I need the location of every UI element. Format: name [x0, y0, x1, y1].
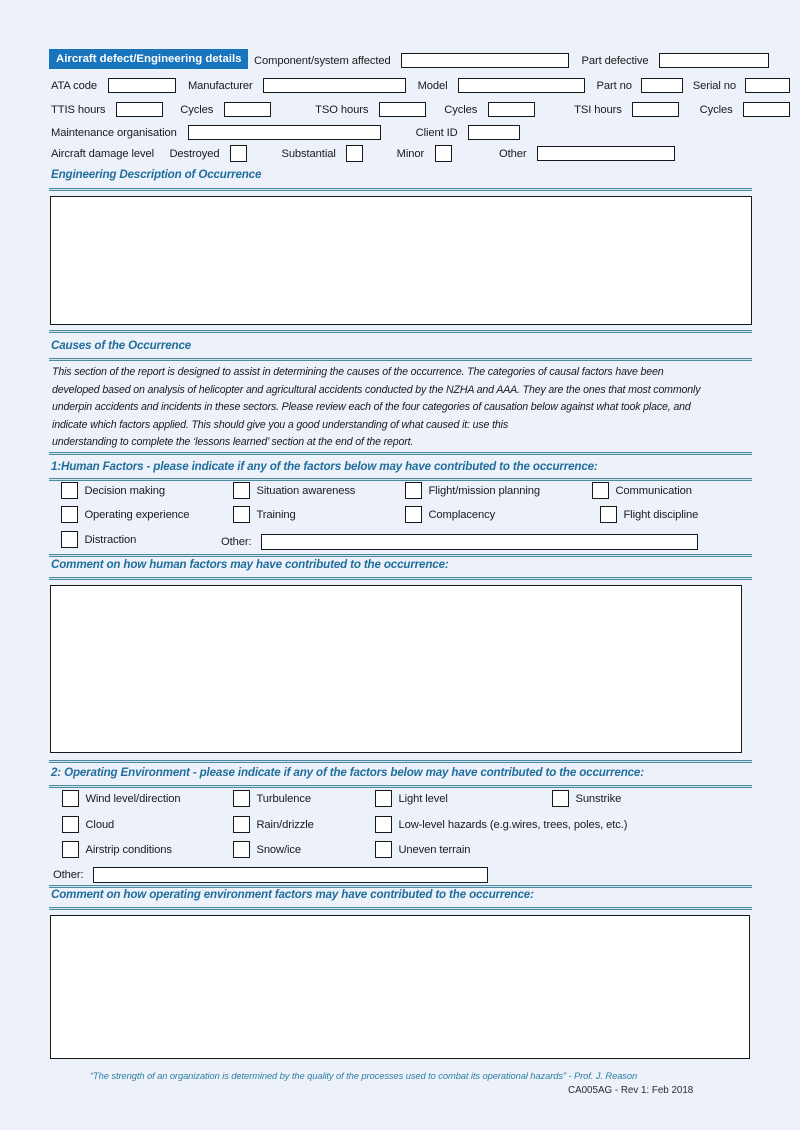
damage-level-label: Aircraft damage level [51, 147, 154, 160]
oe-other-label: Other: [53, 868, 84, 881]
hf-other-label: Other: [221, 535, 252, 548]
oe-turbulence-checkbox[interactable] [233, 790, 250, 807]
hf-comment-top-rule [49, 554, 752, 557]
hf-training-checkbox[interactable] [233, 506, 250, 523]
component-system-affected-label: Component/system affected [254, 54, 391, 67]
footer-document-id: CA005AG - Rev 1: Feb 2018 [568, 1085, 694, 1096]
hf-decision-making[interactable] [61, 482, 165, 500]
oe-airstrip-conditions[interactable] [62, 841, 172, 859]
maintenance-organisation-label: Maintenance organisation [51, 126, 177, 139]
hf-complacency-label: Complacency [428, 508, 496, 521]
part-defective-input[interactable] [659, 53, 769, 68]
human-factors-bottom-rule [49, 478, 752, 481]
tsi-cycles-label: Cycles [699, 103, 733, 116]
oe-cloud-checkbox[interactable] [62, 816, 79, 833]
oe-light-level-checkbox[interactable] [375, 790, 392, 807]
oe-wind-level-direction-label: Wind level/direction [85, 792, 181, 805]
part-no-label: Part no [596, 79, 632, 92]
row-maintenance-client [51, 124, 520, 142]
oe-uneven-terrain[interactable] [375, 841, 470, 859]
oe-comment-heading: Comment on how operating environment factors may have contributed to the occurrence: [51, 888, 534, 901]
tso-hours-input[interactable] [379, 102, 426, 117]
engineering-description-rule [49, 188, 752, 191]
engineering-description-heading: Engineering Description of Occurrence [51, 168, 262, 181]
serial-no-input[interactable] [745, 78, 790, 93]
oe-low-level-hazards-label: Low-level hazards (e.g.wires, trees, poles, etc.) [398, 818, 628, 831]
ata-code-input[interactable] [108, 78, 176, 93]
row-component-part [254, 52, 769, 70]
causes-heading: Causes of the Occurrence [51, 339, 192, 352]
oe-rain-drizzle-checkbox[interactable] [233, 816, 250, 833]
client-id-label: Client ID [415, 126, 458, 139]
causes-bottom-rule [49, 358, 752, 361]
hf-comment-textarea[interactable] [50, 585, 742, 753]
engineering-description-textarea[interactable] [50, 196, 752, 325]
oe-cloud[interactable] [62, 816, 114, 834]
hf-distraction-checkbox[interactable] [61, 531, 78, 548]
causes-paragraph-line: indicate which factors applied. This should give you a good understanding of what caused it: use this [52, 418, 508, 431]
hf-training-label: Training [256, 508, 296, 521]
hf-distraction-label: Distraction [84, 533, 137, 546]
hf-comment-heading: Comment on how human factors may have contributed to the occurrence: [51, 558, 449, 571]
oe-low-level-hazards[interactable] [375, 816, 627, 834]
hf-complacency-checkbox[interactable] [405, 506, 422, 523]
hf-distraction[interactable] [61, 531, 136, 549]
ttis-cycles-label: Cycles [180, 103, 214, 116]
oe-light-level-label: Light level [398, 792, 448, 805]
ttis-cycles-input[interactable] [224, 102, 271, 117]
oe-comment-textarea[interactable] [50, 915, 750, 1059]
engineering-details-banner: Aircraft defect/Engineering details [49, 49, 248, 69]
hf-flight-discipline-checkbox[interactable] [600, 506, 617, 523]
hf-operating-experience[interactable] [61, 506, 189, 524]
hf-operating-experience-label: Operating experience [84, 508, 190, 521]
causes-paragraph-line: underpin accidents and incidents in these sectors. Please review each of the four categories of causation below against what took place, and [52, 401, 691, 414]
oe-other [51, 866, 488, 884]
part-no-input[interactable] [641, 78, 683, 93]
hf-situation-awareness-label: Situation awareness [256, 484, 356, 497]
ata-code-label: ATA code [51, 79, 98, 92]
hf-other-input[interactable] [261, 534, 698, 550]
client-id-input[interactable] [468, 125, 520, 140]
row-damage-level [51, 145, 675, 163]
ttis-hours-input[interactable] [116, 102, 163, 117]
hf-situation-awareness[interactable] [233, 482, 355, 500]
hf-training[interactable] [233, 506, 296, 524]
hf-communication[interactable] [592, 482, 692, 500]
part-defective-label: Part defective [581, 54, 649, 67]
hf-flight-discipline-label: Flight discipline [623, 508, 699, 521]
manufacturer-label: Manufacturer [187, 79, 253, 92]
hf-operating-experience-checkbox[interactable] [61, 506, 78, 523]
oe-wind-level-direction[interactable] [62, 790, 180, 808]
oe-rain-drizzle[interactable] [233, 816, 314, 834]
oe-sunstrike-label: Sunstrike [575, 792, 622, 805]
oe-uneven-terrain-checkbox[interactable] [375, 841, 392, 858]
oe-snow-ice-checkbox[interactable] [233, 841, 250, 858]
oe-turbulence-label: Turbulence [256, 792, 312, 805]
hf-decision-making-checkbox[interactable] [61, 482, 78, 499]
oe-sunstrike[interactable] [552, 790, 621, 808]
hf-decision-making-label: Decision making [84, 484, 166, 497]
causes-paragraph-line: understanding to complete the ‘lessons learned’ section at the end of the report. [52, 436, 414, 449]
tso-cycles-input[interactable] [488, 102, 535, 117]
human-factors-heading: 1:Human Factors - please indicate if any of the factors below may have contributed to the occurrence: [51, 460, 598, 473]
damage-substantial-checkbox[interactable] [346, 145, 363, 162]
row-hours-cycles [51, 101, 790, 119]
oe-light-level[interactable] [375, 790, 448, 808]
tsi-cycles-input[interactable] [743, 102, 790, 117]
hf-flight-discipline[interactable] [600, 506, 698, 524]
hf-complacency[interactable] [405, 506, 495, 524]
damage-minor-checkbox[interactable] [435, 145, 452, 162]
oe-wind-level-direction-checkbox[interactable] [62, 790, 79, 807]
row-ata-manufacturer-model [51, 77, 790, 95]
hf-communication-checkbox[interactable] [592, 482, 609, 499]
hf-communication-label: Communication [615, 484, 692, 497]
oe-sunstrike-checkbox[interactable] [552, 790, 569, 807]
causes-paragraph [52, 364, 752, 452]
human-factors-top-rule [49, 452, 752, 455]
damage-destroyed-label: Destroyed [169, 147, 220, 160]
hf-situation-awareness-checkbox[interactable] [233, 482, 250, 499]
oe-low-level-hazards-checkbox[interactable] [375, 816, 392, 833]
tso-cycles-label: Cycles [444, 103, 478, 116]
damage-destroyed-checkbox[interactable] [230, 145, 247, 162]
footer-quote: “The strength of an organization is determined by the quality of the processes used to combat its operational hazards” - Prof. J. Reason [90, 1070, 638, 1081]
causes-top-rule [49, 330, 752, 333]
causes-paragraph-line: This section of the report is designed to assist in determining the causes of the occurrence. The categories of causal factors have been [52, 366, 664, 378]
hf-flight-mission-planning-checkbox[interactable] [405, 482, 422, 499]
oe-airstrip-conditions-checkbox[interactable] [62, 841, 79, 858]
damage-other-label: Other [499, 147, 527, 160]
tsi-hours-input[interactable] [632, 102, 679, 117]
maintenance-organisation-input[interactable] [188, 125, 381, 140]
hf-other [219, 533, 698, 551]
oe-comment-bottom-rule [49, 907, 752, 910]
hf-flight-mission-planning-label: Flight/mission planning [428, 484, 540, 497]
oe-cloud-label: Cloud [85, 818, 115, 831]
oe-airstrip-conditions-label: Airstrip conditions [85, 843, 172, 856]
oe-uneven-terrain-label: Uneven terrain [398, 843, 471, 856]
oe-snow-ice-label: Snow/ice [256, 843, 302, 856]
hf-flight-mission-planning[interactable] [405, 482, 540, 500]
operating-environment-bottom-rule [49, 785, 752, 788]
tso-hours-label: TSO hours [315, 103, 369, 116]
damage-substantial-label: Substantial [281, 147, 336, 160]
oe-other-input[interactable] [93, 867, 488, 883]
manufacturer-input[interactable] [263, 78, 406, 93]
damage-other-input[interactable] [537, 146, 675, 161]
operating-environment-top-rule [49, 760, 752, 763]
operating-environment-heading: 2: Operating Environment - please indicate if any of the factors below may have contributed to the occurrence: [51, 766, 644, 779]
tsi-hours-label: TSI hours [574, 103, 622, 116]
model-label: Model [417, 79, 448, 92]
ttis-hours-label: TTIS hours [51, 103, 106, 116]
model-input[interactable] [458, 78, 585, 93]
oe-snow-ice[interactable] [233, 841, 301, 859]
causes-paragraph-line: developed based on analysis of helicopter and agricultural accidents conducted by the NZHA and AAA. They are the ones that most commonly [52, 383, 701, 396]
hf-comment-bottom-rule [49, 577, 752, 580]
component-system-affected-input[interactable] [401, 53, 569, 68]
damage-minor-label: Minor [396, 147, 425, 160]
serial-no-label: Serial no [692, 79, 737, 92]
oe-turbulence[interactable] [233, 790, 311, 808]
oe-rain-drizzle-label: Rain/drizzle [256, 818, 314, 831]
